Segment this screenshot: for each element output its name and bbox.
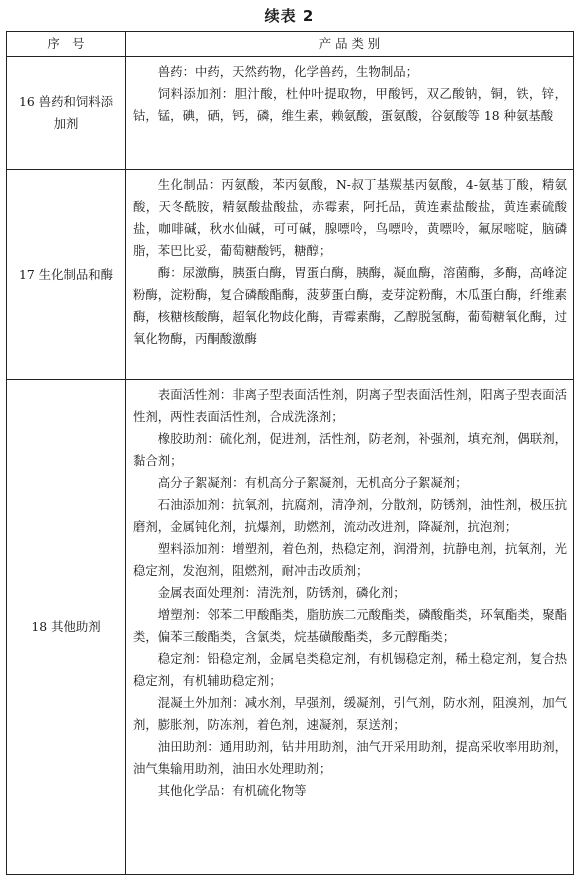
content-paragraph: 饲料添加剂：胆汁酸，杜仲叶提取物，甲酸钙，双乙酸钠，铜，铁，锌，钴，锰，碘，硒，钙，磷，维生素，赖氨酸，蛋氨酸，谷氨酸等 18 种氨基酸 [133,86,567,123]
content-cell [126,380,574,875]
content-paragraph: 其他化学品：有机硫化物等 [157,783,307,798]
table-row [7,170,574,380]
content-paragraph: 兽药：中药，天然药物，化学兽药，生物制品； [157,64,418,79]
content-paragraph: 增塑剂：邻苯二甲酸酯类，脂肪族二元酸酯类，磷酸酯类，环氧酯类，聚酯类，偏苯三酸酯类，含氯类，烷基磺酸酯类，多元醇酯类； [133,607,567,644]
table-row [7,57,574,170]
table-header-row [7,32,574,57]
content-paragraph: 塑料添加剂：增塑剂，着色剂，热稳定剂，润滑剂，抗静电剂，抗氧剂，光稳定剂，发泡剂，阻燃剂，耐冲击改质剂； [133,541,567,578]
content-paragraph: 高分子絮凝剂：有机高分子絮凝剂，无机高分子絮凝剂； [157,475,468,490]
content-paragraph: 稳定剂：铅稳定剂，金属皂类稳定剂，有机锡稳定剂，稀土稳定剂，复合热稳定剂，有机辅助稳定剂； [133,651,567,688]
content-paragraph: 生化制品：丙氨酸，苯丙氨酸，N-叔丁基羰基丙氨酸，4-氨基丁酸，精氨酸，天冬酰胺，精氨酸盐酸盐，赤霉素，阿托品，黄连素盐酸盐，黄连素硫酸盐，咖啡碱，秋水仙碱，可可碱，腺嘌呤，鸟嘌呤，黄嘌呤，氟尿嘧啶，脑磷脂，苯巴比妥，葡萄糖酸钙，糖醇； [133,177,567,258]
content-paragraph: 表面活性剂：非离子型表面活性剂，阴离子型表面活性剂，阳离子型表面活性剂，两性表面活性剂，合成洗涤剂； [133,387,567,424]
content-paragraph: 酶：尿激酶，胰蛋白酶，胃蛋白酶，胰酶，凝血酶，溶菌酶，多酶，高峰淀粉酶，淀粉酶，复合磷酸酯酶，菠萝蛋白酶，麦芽淀粉酶，木瓜蛋白酶，纤维素酶，核糖核酸酶，超氧化物歧化酶，青霉素酶，乙醇脱氢酶，葡萄糖氧化酶，过氧化物酶，丙酮酸激酶 [133,265,567,346]
content-paragraph: 油田助剂：通用助剂，钻井用助剂，油气开采用助剂，提高采收率用助剂，油气集输用助剂，油田水处理助剂； [133,739,567,776]
content-paragraph: 混凝土外加剂：减水剂，早强剂，缓凝剂，引气剂，防水剂，阻溴剂，加气剂，膨胀剂，防冻剂，着色剂，速凝剂，泵送剂； [133,695,567,732]
product-category-table [6,31,574,875]
table-row [7,380,574,875]
category-cell: 16 兽药和饲料添加剂 [7,57,126,170]
header-product-category: 产 品 类 别 [126,32,574,57]
header-serial-number: 序 号 [7,32,126,57]
page-title: 续表 2 [264,7,315,25]
content-cell [126,57,574,170]
content-paragraph: 金属表面处理剂：清洗剂，防锈剂，磷化剂； [157,585,406,600]
category-cell: 17 生化制品和酶 [7,170,126,380]
content-paragraph: 石油添加剂：抗氧剂，抗腐剂，清净剂，分散剂，防锈剂，油性剂，极压抗磨剂，金属钝化剂，抗爆剂，助燃剂，流动改进剂，降凝剂，抗泡剂； [133,497,567,534]
content-paragraph: 橡胶助剂：硫化剂，促进剂，活性剂，防老剂，补强剂，填充剂，偶联剂，黏合剂； [133,431,567,468]
category-cell: 18 其他助剂 [7,380,126,875]
content-cell [126,170,574,380]
